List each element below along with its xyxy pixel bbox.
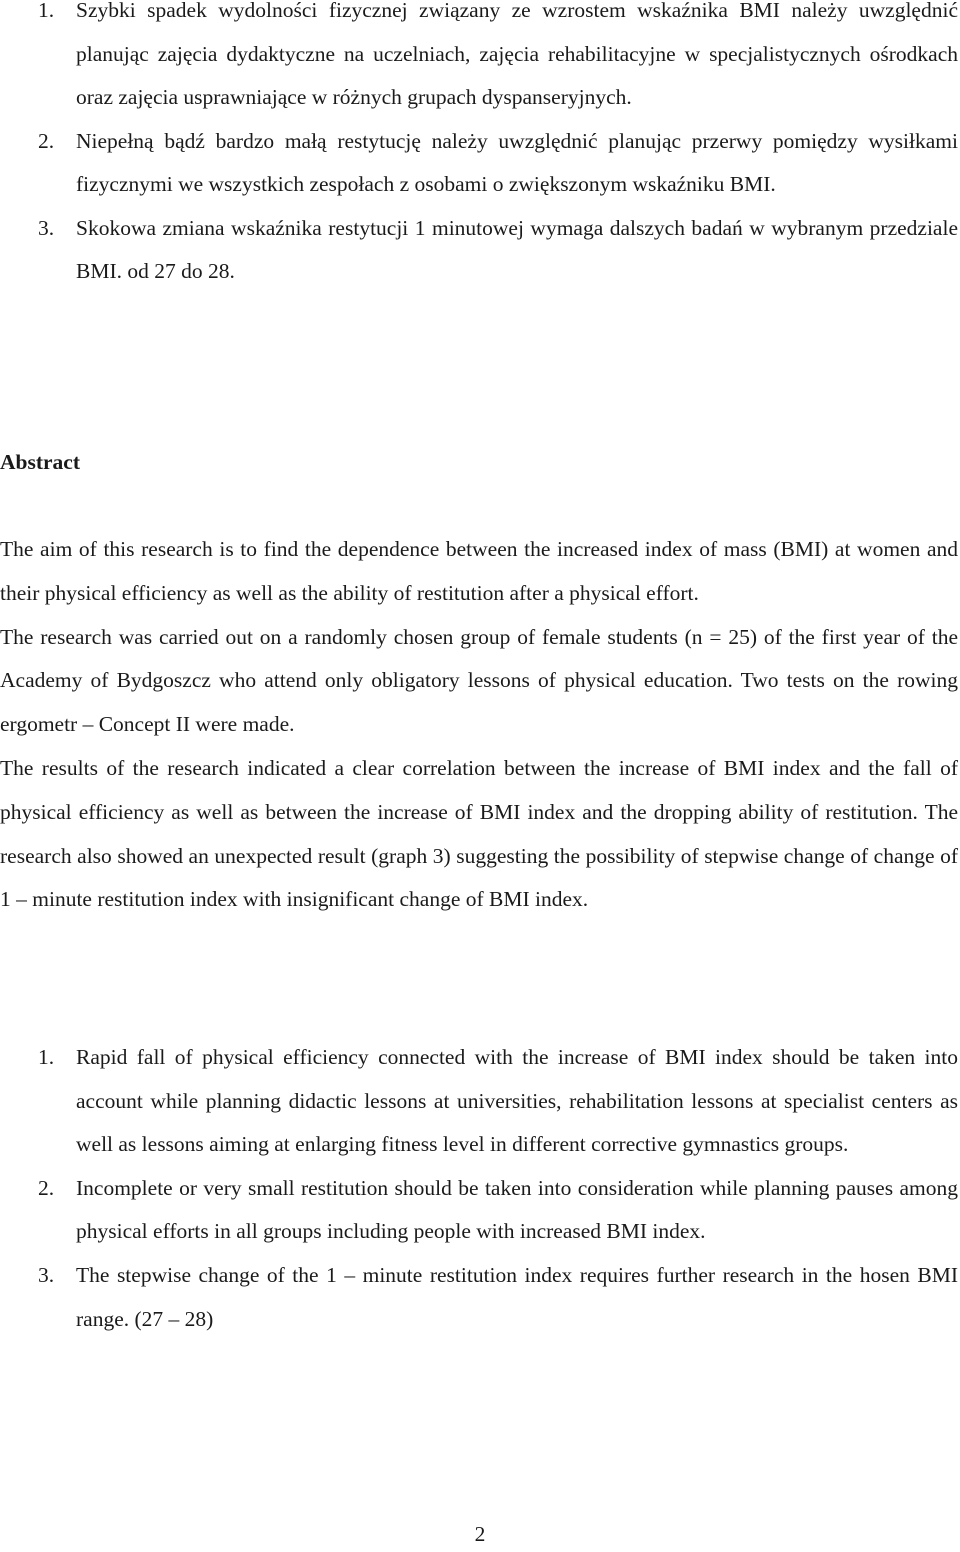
list-item-number: 3. [38, 1262, 55, 1287]
list-item-text: The stepwise change of the 1 – minute restitution index requires further research in the hosen BMI range. (27 – 28) [76, 1262, 958, 1331]
list-item-text: Niepełną bądź bardzo małą restytucję należy uwzględnić planując przerwy pomiędzy wysiłkami fizycznymi we wszystkich zespołach z osobami o zwiększonym wskaźniku BMI. [76, 128, 958, 196]
list-item-number: 2. [38, 1175, 55, 1200]
polish-conclusions-list [0, 0, 958, 294]
list-item-number: 1. [38, 1045, 55, 1069]
list-item [0, 0, 958, 120]
abstract-heading: Abstract [0, 450, 81, 474]
list-item-number: 3. [38, 215, 55, 240]
abstract-body [0, 528, 958, 922]
list-item [0, 1036, 958, 1167]
list-item [0, 1167, 958, 1254]
list-item-number: 1. [38, 0, 55, 22]
list-item [0, 120, 958, 207]
abstract-paragraph: The aim of this research is to find the dependence between the increased index of mass (BMI) at women and their physical efficiency as well as the ability of restitution after a physical effort. [0, 537, 958, 605]
abstract-paragraph: The results of the research indicated a clear correlation between the increase of BMI index and the fall of physical efficiency as well as between the increase of BMI index and the dropping ability of restitution. The research also showed an unexpected result (graph 3) suggesting the possibility of stepwise change of change of 1 – minute restitution index with insignificant change of BMI index. [0, 755, 958, 912]
list-item-text: Rapid fall of physical efficiency connected with the increase of BMI index should be taken into account while planning didactic lessons at universities, rehabilitation lessons at specialist centers as well as lessons aiming at enlarging fitness level in different corrective gymnastics groups. [76, 1045, 958, 1157]
page-number: 2 [474, 1522, 486, 1546]
list-item-text: Incomplete or very small restitution should be taken into consideration while planning pauses among physical efforts in all groups including people with increased BMI index. [76, 1175, 958, 1244]
list-item-text: Skokowa zmiana wskaźnika restytucji 1 minutowej wymaga dalszych badań w wybranym przedziale BMI. od 27 do 28. [76, 215, 958, 283]
list-item-number: 2. [38, 128, 55, 153]
list-item [0, 1254, 958, 1341]
list-item-text: Szybki spadek wydolności fizycznej związany ze wzrostem wskaźnika BMI należy uwzględnić planując zajęcia dydaktyczne na uczelniach, zajęcia rehabilitacyjne w specjalistycznych ośrodkach oraz zajęcia usprawniające w różnych grupach dyspanseryjnych. [76, 0, 958, 109]
abstract-paragraph: The research was carried out on a randomly chosen group of female students (n = 25) of the first year of the Academy of Bydgoszcz who attend only obligatory lessons of physical education. Two tests on the rowing ergometr – Concept II were made. [0, 624, 958, 737]
english-conclusions-list [0, 1036, 958, 1341]
list-item [0, 207, 958, 294]
